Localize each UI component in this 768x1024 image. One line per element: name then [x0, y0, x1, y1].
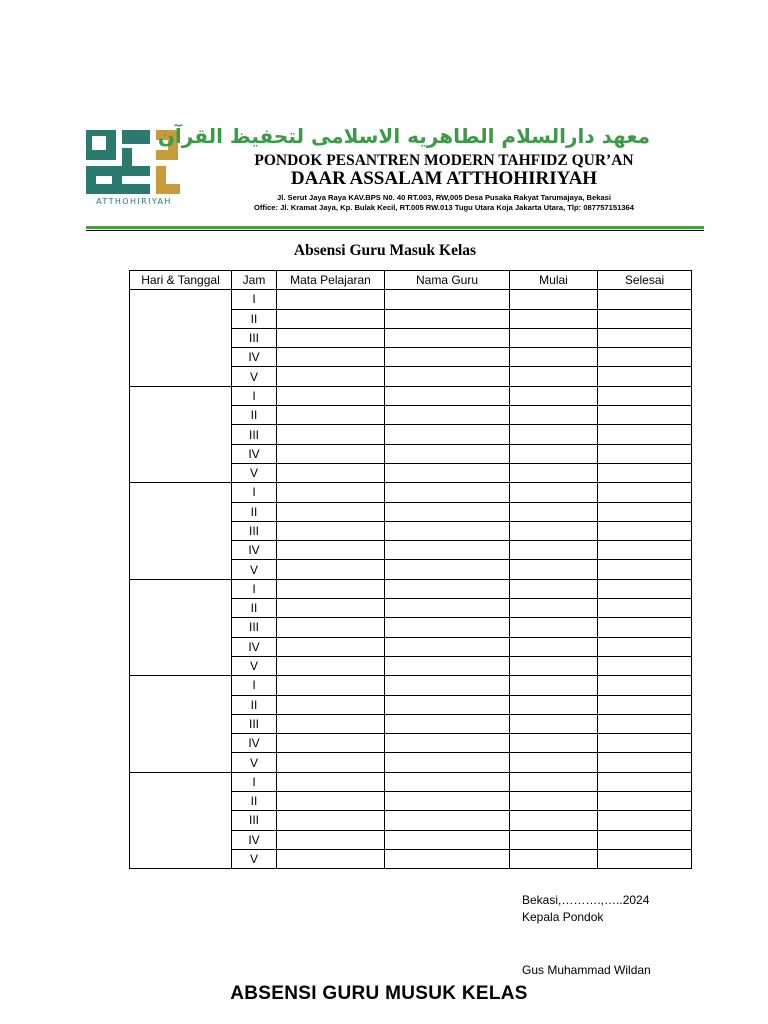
- teacher-cell[interactable]: [385, 521, 510, 540]
- end-time-cell[interactable]: [598, 792, 692, 811]
- end-time-cell[interactable]: [598, 328, 692, 347]
- teacher-cell[interactable]: [385, 348, 510, 367]
- teacher-cell[interactable]: [385, 792, 510, 811]
- start-time-cell[interactable]: [510, 328, 598, 347]
- start-time-cell[interactable]: [510, 425, 598, 444]
- end-time-cell[interactable]: [598, 579, 692, 598]
- subject-cell[interactable]: [277, 406, 385, 425]
- start-time-cell[interactable]: [510, 463, 598, 482]
- teacher-cell[interactable]: [385, 656, 510, 675]
- subject-cell[interactable]: [277, 811, 385, 830]
- column-header-subject: Mata Pelajaran: [277, 271, 385, 290]
- teacher-cell[interactable]: [385, 772, 510, 791]
- logo-caption: ATTHOHIRIYAH: [96, 197, 172, 206]
- end-time-cell[interactable]: [598, 618, 692, 637]
- column-header-period: Jam: [232, 271, 277, 290]
- end-time-cell[interactable]: [598, 637, 692, 656]
- period-cell: III: [232, 328, 277, 347]
- subject-cell[interactable]: [277, 637, 385, 656]
- end-time-cell[interactable]: [598, 502, 692, 521]
- subject-cell[interactable]: [277, 792, 385, 811]
- teacher-cell[interactable]: [385, 676, 510, 695]
- subject-cell[interactable]: [277, 463, 385, 482]
- signature-role: Kepala Pondok: [522, 910, 604, 924]
- column-header-day-date: Hari & Tanggal: [130, 271, 232, 290]
- end-time-cell[interactable]: [598, 309, 692, 328]
- teacher-cell[interactable]: [385, 444, 510, 463]
- end-time-cell[interactable]: [598, 560, 692, 579]
- subject-cell[interactable]: [277, 367, 385, 386]
- table-row: [130, 676, 692, 695]
- signature-place-date: Bekasi,……….,…..2024: [522, 893, 650, 907]
- subject-cell[interactable]: [277, 849, 385, 868]
- end-time-cell[interactable]: [598, 772, 692, 791]
- day-date-cell[interactable]: [130, 579, 232, 675]
- column-header-start: Mulai: [510, 271, 598, 290]
- start-time-cell[interactable]: [510, 579, 598, 598]
- start-time-cell[interactable]: [510, 541, 598, 560]
- subject-cell[interactable]: [277, 772, 385, 791]
- end-time-cell[interactable]: [598, 714, 692, 733]
- period-cell: IV: [232, 830, 277, 849]
- table-row: [130, 579, 692, 598]
- teacher-cell[interactable]: [385, 637, 510, 656]
- teacher-cell[interactable]: [385, 734, 510, 753]
- teacher-cell[interactable]: [385, 695, 510, 714]
- school-name-arabic: معهد دارالسلام الطاهريه الاسلامى لتحفيظ القرآن: [157, 124, 650, 148]
- period-cell: V: [232, 849, 277, 868]
- period-cell: I: [232, 290, 277, 309]
- subject-cell[interactable]: [277, 290, 385, 309]
- start-time-cell[interactable]: [510, 637, 598, 656]
- period-cell: V: [232, 560, 277, 579]
- period-cell: IV: [232, 541, 277, 560]
- end-time-cell[interactable]: [598, 849, 692, 868]
- period-cell: III: [232, 521, 277, 540]
- start-time-cell[interactable]: [510, 290, 598, 309]
- start-time-cell[interactable]: [510, 521, 598, 540]
- period-cell: V: [232, 656, 277, 675]
- end-time-cell[interactable]: [598, 830, 692, 849]
- period-cell: II: [232, 502, 277, 521]
- teacher-cell[interactable]: [385, 386, 510, 405]
- start-time-cell[interactable]: [510, 483, 598, 502]
- start-time-cell[interactable]: [510, 560, 598, 579]
- teacher-cell[interactable]: [385, 579, 510, 598]
- start-time-cell[interactable]: [510, 618, 598, 637]
- table-row: [130, 483, 692, 502]
- subject-cell[interactable]: [277, 502, 385, 521]
- subject-cell[interactable]: [277, 753, 385, 772]
- school-address: Jl. Serut Jaya Raya KAV.BPS N0. 40 RT.003, RW,005 Desa Pusaka Rakyat Tarumajaya, Bekasi: [276, 193, 612, 202]
- table-row: [130, 772, 692, 791]
- footer-title: ABSENSI GURU MUSUK KELAS: [230, 983, 528, 1004]
- subject-cell[interactable]: [277, 541, 385, 560]
- day-date-cell[interactable]: [130, 772, 232, 868]
- header-rule-thin: [86, 230, 704, 231]
- subject-cell[interactable]: [277, 425, 385, 444]
- start-time-cell[interactable]: [510, 849, 598, 868]
- end-time-cell[interactable]: [598, 406, 692, 425]
- subject-cell[interactable]: [277, 579, 385, 598]
- start-time-cell[interactable]: [510, 406, 598, 425]
- period-cell: I: [232, 483, 277, 502]
- period-cell: IV: [232, 348, 277, 367]
- table-row: [130, 290, 692, 309]
- day-date-cell[interactable]: [130, 386, 232, 482]
- teacher-cell[interactable]: [385, 714, 510, 733]
- period-cell: III: [232, 714, 277, 733]
- period-cell: III: [232, 425, 277, 444]
- end-time-cell[interactable]: [598, 695, 692, 714]
- period-cell: IV: [232, 444, 277, 463]
- subject-cell[interactable]: [277, 444, 385, 463]
- day-date-cell[interactable]: [130, 676, 232, 772]
- end-time-cell[interactable]: [598, 541, 692, 560]
- subject-cell[interactable]: [277, 734, 385, 753]
- teacher-cell[interactable]: [385, 618, 510, 637]
- teacher-cell[interactable]: [385, 753, 510, 772]
- subject-cell[interactable]: [277, 348, 385, 367]
- school-type: PONDOK PESANTREN MODERN TAHFIDZ QUR’AN: [254, 152, 634, 169]
- start-time-cell[interactable]: [510, 792, 598, 811]
- teacher-cell[interactable]: [385, 599, 510, 618]
- start-time-cell[interactable]: [510, 676, 598, 695]
- start-time-cell[interactable]: [510, 386, 598, 405]
- office-address: Office: Jl. Kramat Jaya, Kp. Bulak Kecil, RT.005 RW.013 Tugu Utara Koja Jakarta Utara, Tlp: 087757151364: [254, 203, 634, 212]
- teacher-cell[interactable]: [385, 541, 510, 560]
- end-time-cell[interactable]: [598, 463, 692, 482]
- period-cell: I: [232, 579, 277, 598]
- end-time-cell[interactable]: [598, 425, 692, 444]
- subject-cell[interactable]: [277, 830, 385, 849]
- end-time-cell[interactable]: [598, 521, 692, 540]
- end-time-cell[interactable]: [598, 734, 692, 753]
- end-time-cell[interactable]: [598, 811, 692, 830]
- period-cell: V: [232, 367, 277, 386]
- teacher-cell[interactable]: [385, 830, 510, 849]
- start-time-cell[interactable]: [510, 309, 598, 328]
- teacher-cell[interactable]: [385, 406, 510, 425]
- day-date-cell[interactable]: [130, 290, 232, 386]
- period-cell: IV: [232, 637, 277, 656]
- attendance-table: [129, 270, 692, 869]
- period-cell: III: [232, 811, 277, 830]
- period-cell: II: [232, 599, 277, 618]
- end-time-cell[interactable]: [598, 599, 692, 618]
- school-name: DAAR ASSALAM ATTHOHIRIYAH: [290, 168, 598, 189]
- start-time-cell[interactable]: [510, 367, 598, 386]
- start-time-cell[interactable]: [510, 811, 598, 830]
- subject-cell[interactable]: [277, 483, 385, 502]
- day-date-cell[interactable]: [130, 483, 232, 579]
- header-rule: [86, 226, 704, 229]
- teacher-cell[interactable]: [385, 463, 510, 482]
- subject-cell[interactable]: [277, 599, 385, 618]
- period-cell: V: [232, 463, 277, 482]
- start-time-cell[interactable]: [510, 830, 598, 849]
- teacher-cell[interactable]: [385, 502, 510, 521]
- teacher-cell[interactable]: [385, 290, 510, 309]
- end-time-cell[interactable]: [598, 656, 692, 675]
- start-time-cell[interactable]: [510, 772, 598, 791]
- teacher-cell[interactable]: [385, 560, 510, 579]
- teacher-cell[interactable]: [385, 309, 510, 328]
- table-header-row: [130, 271, 692, 290]
- start-time-cell[interactable]: [510, 502, 598, 521]
- start-time-cell[interactable]: [510, 714, 598, 733]
- end-time-cell[interactable]: [598, 444, 692, 463]
- start-time-cell[interactable]: [510, 656, 598, 675]
- start-time-cell[interactable]: [510, 695, 598, 714]
- subject-cell[interactable]: [277, 714, 385, 733]
- teacher-cell[interactable]: [385, 425, 510, 444]
- period-cell: I: [232, 676, 277, 695]
- end-time-cell[interactable]: [598, 348, 692, 367]
- subject-cell[interactable]: [277, 618, 385, 637]
- period-cell: I: [232, 772, 277, 791]
- subject-cell[interactable]: [277, 309, 385, 328]
- period-cell: II: [232, 309, 277, 328]
- subject-cell[interactable]: [277, 656, 385, 675]
- column-header-teacher: Nama Guru: [385, 271, 510, 290]
- end-time-cell[interactable]: [598, 367, 692, 386]
- period-cell: II: [232, 792, 277, 811]
- period-cell: II: [232, 695, 277, 714]
- start-time-cell[interactable]: [510, 753, 598, 772]
- teacher-cell[interactable]: [385, 849, 510, 868]
- end-time-cell[interactable]: [598, 676, 692, 695]
- period-cell: V: [232, 753, 277, 772]
- period-cell: I: [232, 386, 277, 405]
- end-time-cell[interactable]: [598, 386, 692, 405]
- end-time-cell[interactable]: [598, 753, 692, 772]
- start-time-cell[interactable]: [510, 599, 598, 618]
- subject-cell[interactable]: [277, 328, 385, 347]
- signature-name: Gus Muhammad Wildan: [522, 963, 651, 977]
- teacher-cell[interactable]: [385, 483, 510, 502]
- start-time-cell[interactable]: [510, 348, 598, 367]
- teacher-cell[interactable]: [385, 811, 510, 830]
- document-title: Absensi Guru Masuk Kelas: [293, 242, 477, 259]
- period-cell: III: [232, 618, 277, 637]
- table-row: [130, 386, 692, 405]
- end-time-cell[interactable]: [598, 483, 692, 502]
- attendance-table-body: [130, 290, 692, 869]
- subject-cell[interactable]: [277, 676, 385, 695]
- subject-cell[interactable]: [277, 560, 385, 579]
- teacher-cell[interactable]: [385, 328, 510, 347]
- column-header-end: Selesai: [598, 271, 692, 290]
- start-time-cell[interactable]: [510, 444, 598, 463]
- teacher-cell[interactable]: [385, 367, 510, 386]
- period-cell: IV: [232, 734, 277, 753]
- end-time-cell[interactable]: [598, 290, 692, 309]
- subject-cell[interactable]: [277, 695, 385, 714]
- start-time-cell[interactable]: [510, 734, 598, 753]
- subject-cell[interactable]: [277, 521, 385, 540]
- subject-cell[interactable]: [277, 386, 385, 405]
- period-cell: II: [232, 406, 277, 425]
